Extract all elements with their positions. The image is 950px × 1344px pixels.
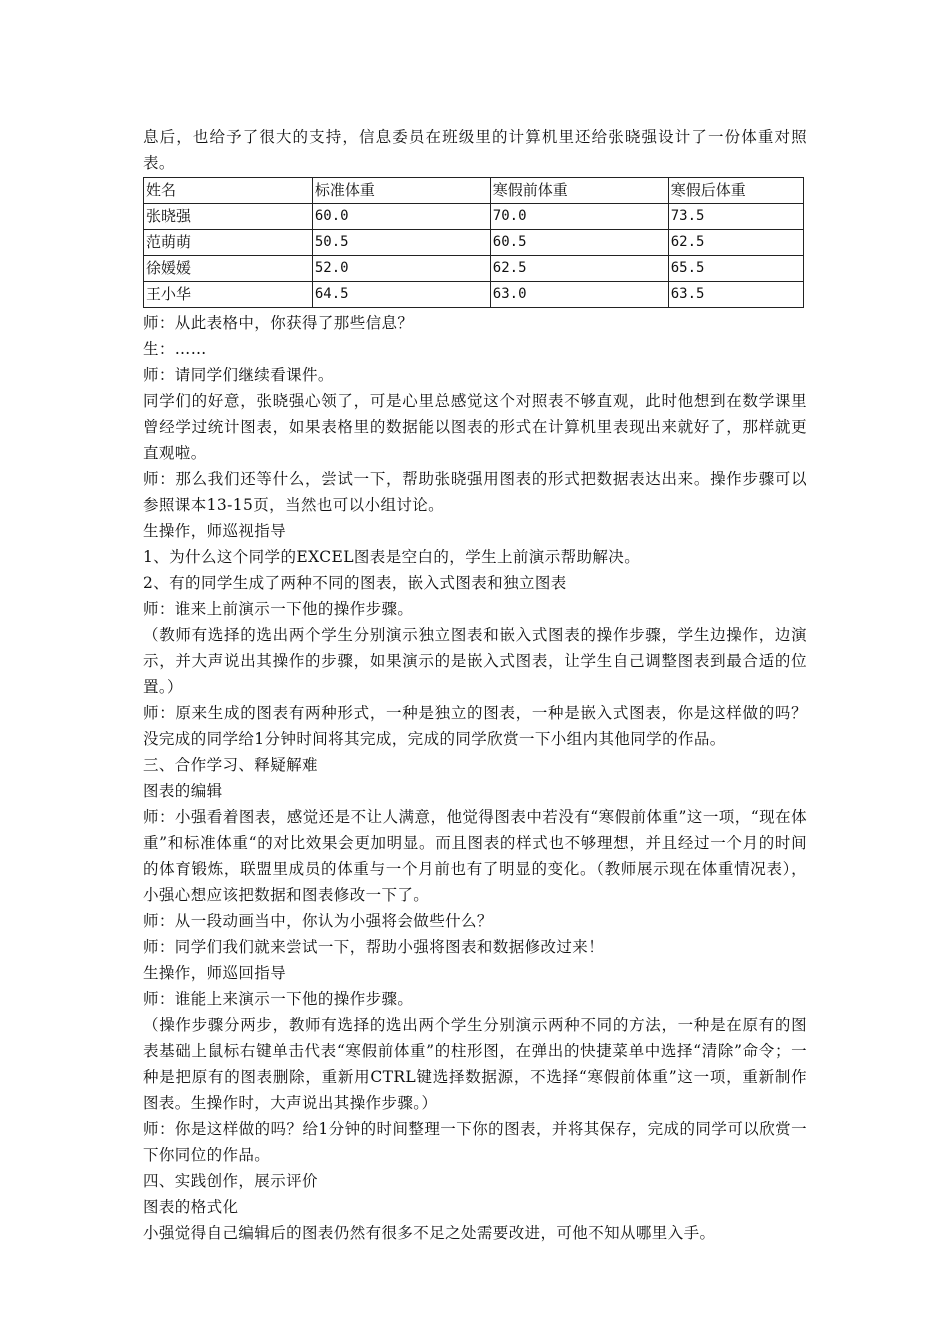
paragraph: 生操作，师巡视指导 bbox=[143, 522, 287, 540]
paragraph: 师：原来生成的图表有两种形式，一种是独立的图表，一种是嵌入式图表，你是这样做的吗？没完成的同学给1分钟时间将其完成，完成的同学欣赏一下小组内其他同学的作品。 bbox=[143, 704, 807, 748]
paragraph: 师：小强看着图表，感觉还是不让人满意，他觉得图表中若没有“寒假前体重”这一项，“现在体重”和标准体重“的对比效果会更加明显。而且图表的样式也不够理想，并且经过一个月的时间的体育锻炼，联盟里成员的体重与一个月前也有了明显的变化。（教师展示现在体重情况表），小强心想应该把数据和图表修改一下了。 bbox=[143, 808, 807, 904]
paragraph: 1、为什么这个同学的EXCEL图表是空白的，学生上前演示帮助解决。 bbox=[143, 548, 641, 566]
table-cell: 70.0 bbox=[490, 204, 668, 230]
paragraph: 师：同学们我们就来尝试一下，帮助小强将图表和数据修改过来！ bbox=[143, 938, 605, 956]
paragraph: 师：谁来上前演示一下他的操作步骤。 bbox=[143, 600, 414, 618]
paragraph: 师：从一段动画当中，你认为小强将会做些什么？ bbox=[143, 912, 493, 930]
paragraph: 师：从此表格中，你获得了那些信息？ bbox=[143, 314, 414, 332]
paragraph: （操作步骤分两步，教师有选择的选出两个学生分别演示两种不同的方法，一种是在原有的图表基础上鼠标右键单击代表“寒假前体重”的柱形图，在弹出的快捷菜单中选择“清除”命令；一种是把原有的图表删除，重新用CTRL键选择数据源，不选择“寒假前体重”这一项，重新制作图表。生操作时，大声说出其操作步骤。） bbox=[143, 1016, 807, 1112]
header-name: 姓名 bbox=[144, 178, 313, 204]
table-cell: 65.5 bbox=[668, 256, 803, 282]
paragraph: 同学们的好意，张晓强心领了，可是心里总感觉这个对照表不够直观，此时他想到在数学课里曾经学过统计图表，如果表格里的数据能以图表的形式在计算机里表现出来就好了，那样就更直观啦。 bbox=[143, 392, 807, 462]
table-header-row bbox=[144, 178, 804, 204]
table-cell: 50.5 bbox=[312, 230, 490, 256]
table-cell: 张晓强 bbox=[144, 204, 313, 230]
table-row bbox=[144, 282, 804, 308]
table-cell: 63.0 bbox=[490, 282, 668, 308]
weight-comparison-table bbox=[143, 177, 804, 308]
table-cell: 62.5 bbox=[490, 256, 668, 282]
document-page bbox=[143, 124, 807, 1246]
paragraph: （教师有选择的选出两个学生分别演示独立图表和嵌入式图表的操作步骤，学生边操作，边演示，并大声说出其操作的步骤，如果演示的是嵌入式图表，让学生自己调整图表到最合适的位置。） bbox=[143, 626, 807, 696]
intro-paragraph: 息后，也给予了很大的支持，信息委员在班级里的计算机里还给张晓强设计了一份体重对照表。 bbox=[143, 128, 807, 172]
table-row bbox=[144, 230, 804, 256]
table-cell: 徐媛媛 bbox=[144, 256, 313, 282]
table-cell: 64.5 bbox=[312, 282, 490, 308]
table-cell: 63.5 bbox=[668, 282, 803, 308]
table-cell: 73.5 bbox=[668, 204, 803, 230]
table-row bbox=[144, 204, 804, 230]
paragraph: 师：那么我们还等什么，尝试一下，帮助张晓强用图表的形式把数据表达出来。操作步骤可以参照课本13-15页，当然也可以小组讨论。 bbox=[143, 470, 807, 514]
header-before-break-weight: 寒假前体重 bbox=[490, 178, 668, 204]
paragraph: 生：…… bbox=[143, 340, 207, 358]
table-cell: 60.5 bbox=[490, 230, 668, 256]
paragraph: 师：请同学们继续看课件。 bbox=[143, 366, 334, 384]
section-heading: 三、合作学习、释疑解难 bbox=[143, 756, 318, 774]
table-cell: 60.0 bbox=[312, 204, 490, 230]
header-standard-weight: 标准体重 bbox=[312, 178, 490, 204]
paragraph: 小强觉得自己编辑后的图表仍然有很多不足之处需要改进，可他不知从哪里入手。 bbox=[143, 1224, 716, 1242]
paragraph: 师：你是这样做的吗？给1分钟的时间整理一下你的图表，并将其保存，完成的同学可以欣赏一下你同位的作品。 bbox=[143, 1120, 807, 1164]
table-cell: 王小华 bbox=[144, 282, 313, 308]
paragraph: 2、有的同学生成了两种不同的图表，嵌入式图表和独立图表 bbox=[143, 574, 567, 592]
table-row bbox=[144, 256, 804, 282]
subsection-heading: 图表的编辑 bbox=[143, 782, 223, 800]
table-cell: 52.0 bbox=[312, 256, 490, 282]
paragraph: 师：谁能上来演示一下他的操作步骤。 bbox=[143, 990, 414, 1008]
paragraph: 生操作，师巡回指导 bbox=[143, 964, 287, 982]
subsection-heading: 图表的格式化 bbox=[143, 1198, 239, 1216]
section-heading: 四、实践创作，展示评价 bbox=[143, 1172, 318, 1190]
header-after-break-weight: 寒假后体重 bbox=[668, 178, 803, 204]
table-cell: 范萌萌 bbox=[144, 230, 313, 256]
table-cell: 62.5 bbox=[668, 230, 803, 256]
